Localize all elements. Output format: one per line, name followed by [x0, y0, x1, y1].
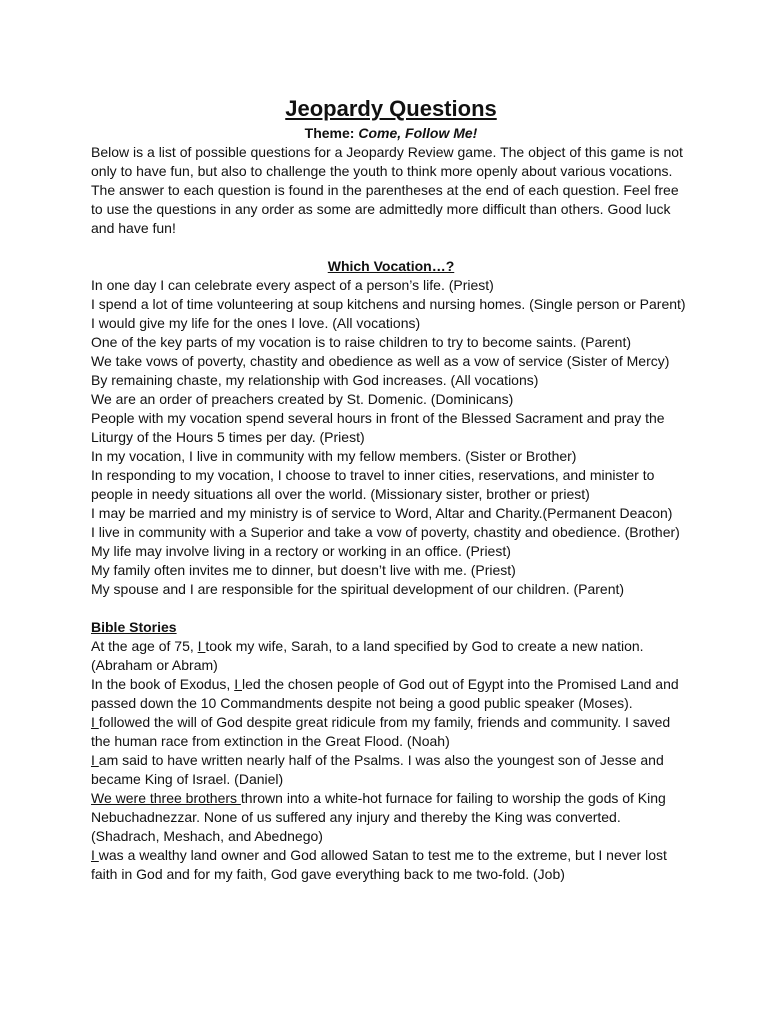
vocation-question: My life may involve living in a rectory or working in an office. (Priest)	[91, 543, 511, 559]
question-text: was a wealthy land owner and God allowed Satan to test me to the extreme, but I never lost faith in God and for my faith, God gave everything back to me two-fold. (Job)	[91, 847, 667, 882]
subject-underlined: I	[91, 752, 99, 768]
bible-question	[91, 751, 691, 789]
vocation-question: I live in community with a Superior and take a vow of poverty, chastity and obedience. (Brother)	[91, 524, 680, 540]
vocation-question: We take vows of poverty, chastity and obedience as well as a vow of service (Sister of Mercy)	[91, 353, 670, 369]
spacer	[91, 238, 691, 257]
intro-paragraph: Below is a list of possible questions for a Jeopardy Review game. The object of this game is not only to have fun, but also to challenge the youth to think more openly about various vocations. The answer to each question is found in the parentheses at the end of each question. Feel free to use the questions in any order as some are admittedly more difficult than others. Good luck and have fun!	[91, 144, 683, 236]
vocation-question: I may be married and my ministry is of service to Word, Altar and Charity.(Permanent Deacon)	[91, 505, 673, 521]
vocation-question: People with my vocation spend several hours in front of the Blessed Sacrament and pray the Liturgy of the Hours 5 times per day. (Priest)	[91, 410, 665, 445]
question-text: took my wife, Sarah, to a land specified by God to create a new nation. (Abraham or Abram)	[91, 638, 644, 673]
page-title: Jeopardy Questions	[285, 96, 497, 121]
bible-heading: Bible Stories	[91, 619, 177, 635]
subject-underlined: I	[91, 714, 99, 730]
bible-question	[91, 675, 691, 713]
question-text: followed the will of God despite great ridicule from my family, friends and community. I saved the human race from extinction in the Great Flood. (Noah)	[91, 714, 671, 749]
theme-value: Come, Follow Me!	[358, 125, 478, 141]
vocation-question: One of the key parts of my vocation is to raise children to try to become saints. (Parent)	[91, 334, 632, 350]
vocation-question: In responding to my vocation, I choose to travel to inner cities, reservations, and minister to people in needy situations all over the world. (Missionary sister, brother or priest)	[91, 467, 655, 502]
subject-underlined: I	[234, 676, 242, 692]
question-text: thrown into a white-hot furnace for failing to worship the gods of King Nebuchadnezzar. None of us suffered any injury and thereby the King was converted. (Shadrach, Meshach, and Abednego)	[91, 790, 666, 844]
vocation-question: In one day I can celebrate every aspect of a person’s life. (Priest)	[91, 277, 494, 293]
subject-underlined: We were three brothers	[91, 790, 241, 806]
bible-question	[91, 713, 691, 751]
vocation-question: My spouse and I are responsible for the spiritual development of our children. (Parent)	[91, 581, 625, 597]
theme-label: Theme:	[304, 125, 355, 141]
question-text: am said to have written nearly half of the Psalms. I was also the youngest son of Jesse and became King of Israel. (Daniel)	[91, 752, 664, 787]
vocation-question: My family often invites me to dinner, but doesn’t live with me. (Priest)	[91, 562, 516, 578]
bible-question-list	[91, 637, 691, 884]
vocation-question: I would give my life for the ones I love. (All vocations)	[91, 315, 421, 331]
spacer	[91, 599, 691, 618]
bible-question	[91, 637, 691, 675]
document-page	[91, 96, 691, 884]
vocation-question: In my vocation, I live in community with my fellow members. (Sister or Brother)	[91, 448, 577, 464]
vocation-heading: Which Vocation…?	[327, 258, 455, 274]
question-text: At the age of 75,	[91, 638, 198, 654]
question-text: led the chosen people of God out of Egypt into the Promised Land and passed down the 10 Commandments despite not being a good public speaker (Moses).	[91, 676, 679, 711]
subject-underlined: I	[197, 638, 206, 654]
question-text: In the book of Exodus,	[91, 676, 235, 692]
vocation-question: I spend a lot of time volunteering at soup kitchens and nursing homes. (Single person or Parent)	[91, 296, 686, 312]
vocation-question-list	[91, 276, 691, 599]
theme-line	[91, 124, 691, 143]
vocation-question: We are an order of preachers created by St. Domenic. (Dominicans)	[91, 391, 514, 407]
bible-question	[91, 789, 691, 846]
subject-underlined: I	[91, 847, 99, 863]
bible-question	[91, 846, 691, 884]
vocation-question: By remaining chaste, my relationship with God increases. (All vocations)	[91, 372, 539, 388]
